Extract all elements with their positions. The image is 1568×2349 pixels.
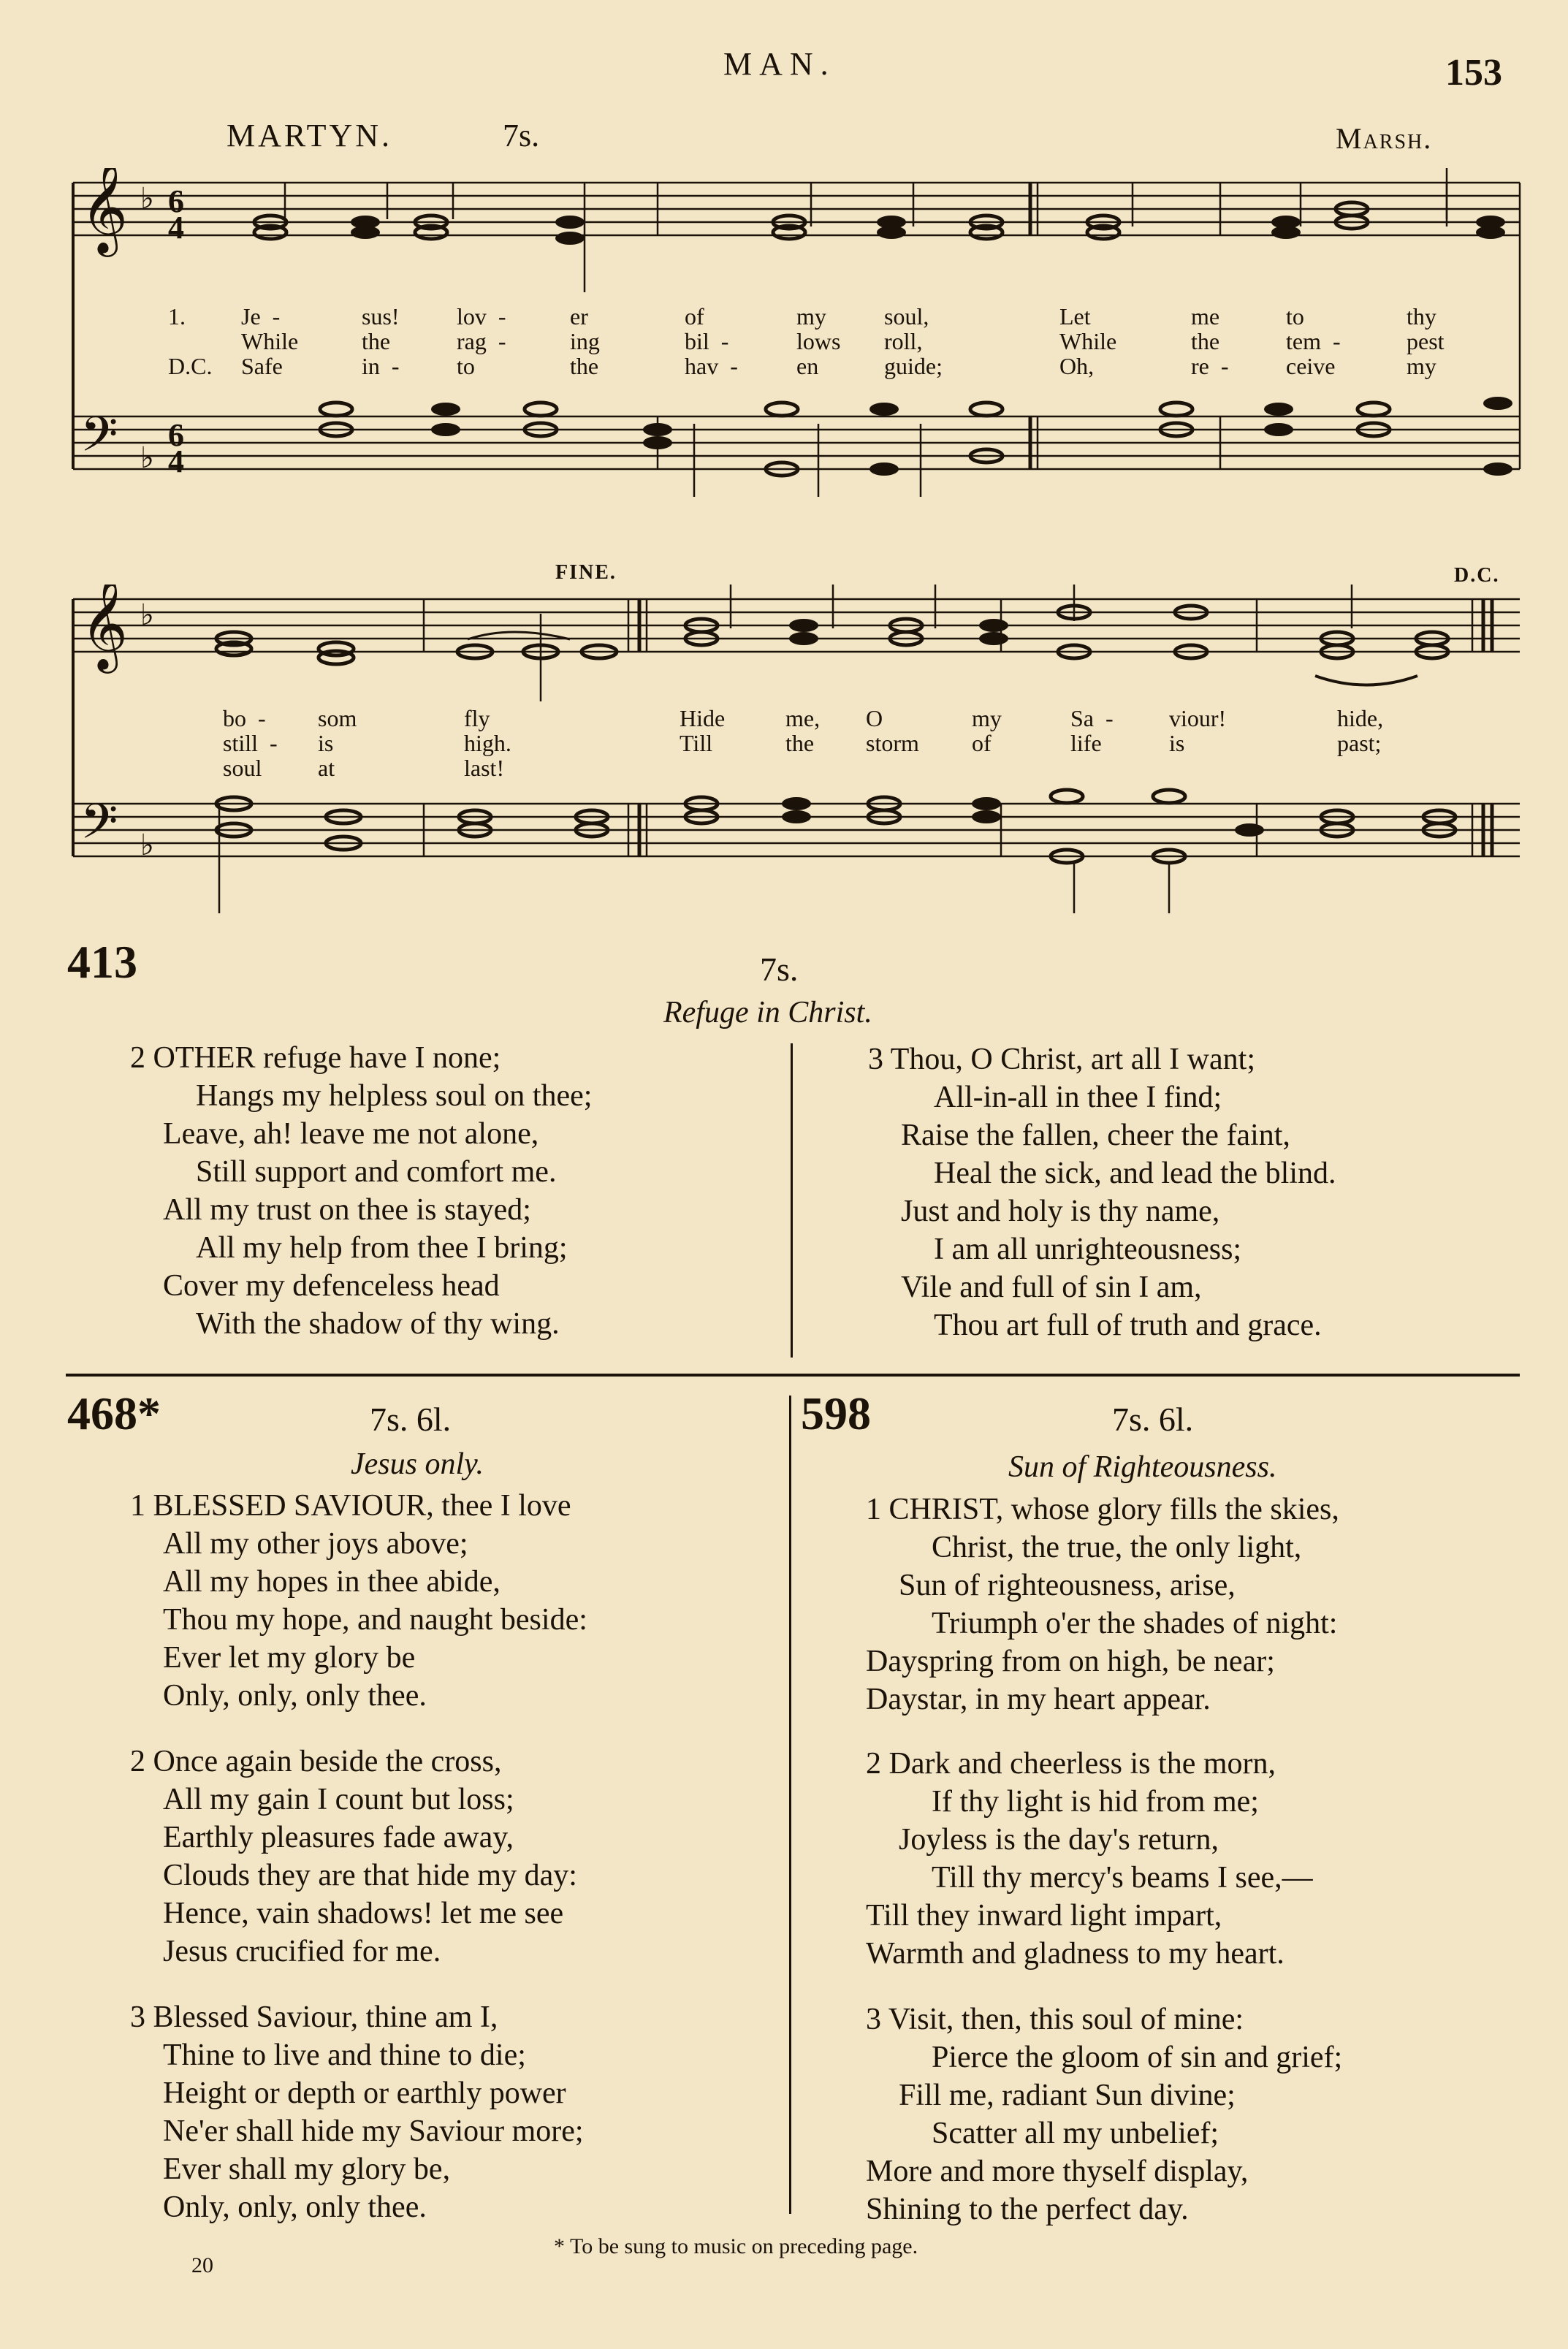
svg-text:♭: ♭: [140, 598, 154, 631]
verse-line: With the shadow of thy wing.: [196, 1307, 560, 1341]
svg-text:𝄢: 𝄢: [80, 796, 118, 861]
verse-line: Fill me, radiant Sun divine;: [899, 2079, 1236, 2112]
lyric-col: me the re -: [1191, 303, 1229, 379]
verse-line: Thine to live and thine to die;: [163, 2038, 526, 2072]
verse-line: Scatter all my unbelief;: [932, 2117, 1219, 2150]
lyric-col: fly high. last!: [464, 705, 511, 781]
verse-line: 3 Visit, then, this soul of mine:: [866, 2003, 1244, 2036]
composer: Marsh.: [1336, 122, 1433, 155]
lyric-col: to tem - ceive: [1286, 303, 1341, 379]
svg-text:♭: ♭: [140, 182, 154, 215]
hymn-title: Sun of Righteousness.: [1008, 1450, 1277, 1484]
lyric-col: my of: [972, 705, 1002, 756]
verse-line: Thou art full of truth and grace.: [934, 1309, 1322, 1342]
verse-line: All my other joys above;: [163, 1527, 468, 1561]
hymn-meter: 7s. 6l.: [370, 1401, 452, 1438]
verse-line: Sun of righteousness, arise,: [899, 1569, 1236, 1602]
lyric-col: sus! the in -: [362, 303, 400, 379]
verse-line: Ever let my glory be: [163, 1641, 416, 1675]
verse-block: [866, 1745, 1313, 1973]
verse-line: Warmth and gladness to my heart.: [866, 1937, 1285, 1971]
lyric-col: som is at: [318, 705, 357, 781]
lyric-col: hide, past;: [1337, 705, 1384, 756]
svg-text:6: 6: [168, 417, 184, 453]
svg-text:4: 4: [168, 443, 184, 479]
hymn-meter: 7s. 6l.: [1112, 1401, 1194, 1438]
verse-line: Ever shall my glory be,: [163, 2152, 451, 2186]
verse-line: Height or depth or earthly power: [163, 2076, 566, 2110]
music-system-2: [58, 585, 1534, 913]
music-system-1: [58, 168, 1534, 497]
hymn-number: 598: [801, 1387, 871, 1439]
lyric-col: er ing the: [570, 303, 600, 379]
verse-line: All my help from thee I bring;: [196, 1231, 568, 1265]
verse-line: Joyless is the day's return,: [899, 1823, 1219, 1857]
verse-line: Clouds they are that hide my day:: [163, 1859, 577, 1892]
verse-line: Thou my hope, and naught beside:: [163, 1603, 587, 1637]
verse-line: 1 CHRIST, whose glory fills the skies,: [866, 1493, 1339, 1526]
hymn-number: 413: [67, 936, 137, 988]
verse-line: 1 BLESSED SAVIOUR, thee I love: [130, 1489, 571, 1523]
svg-text:𝄞: 𝄞: [80, 168, 129, 251]
verse-line: 3 Blessed Saviour, thine am I,: [130, 2000, 498, 2034]
verse-line: Daystar, in my heart appear.: [866, 1683, 1211, 1716]
column-rule: [791, 1043, 793, 1358]
verse-block: [866, 1491, 1339, 1718]
verse-line: Pierce the gloom of sin and grief;: [932, 2041, 1343, 2074]
verse-line: Ne'er shall hide my Saviour more;: [163, 2114, 584, 2148]
svg-text:♭: ♭: [140, 441, 154, 474]
verse-line: Vile and full of sin I am,: [901, 1271, 1202, 1304]
verse-line: 2 OTHER refuge have I none;: [130, 1041, 501, 1075]
lyric-col: of bil - hav -: [685, 303, 738, 379]
verse-block: [130, 1039, 592, 1343]
lyric-col: Sa - life: [1070, 705, 1114, 756]
verse-line: All my gain I count but loss;: [163, 1783, 514, 1816]
tune-meter: 7s.: [503, 118, 540, 153]
verse-block: [130, 1487, 587, 1715]
lyric-col: Je - While Safe: [241, 303, 299, 379]
signature-mark: 20: [191, 2253, 213, 2277]
verse-line: Leave, ah! leave me not alone,: [163, 1117, 539, 1151]
verse-line: I am all unrighteousness;: [934, 1233, 1242, 1266]
section-rule: [66, 1374, 1520, 1377]
verse-line: Only, only, only thee.: [163, 2190, 427, 2224]
lyric-col: viour! is: [1169, 705, 1227, 756]
verse-line: All my trust on thee is stayed;: [163, 1193, 531, 1227]
lyric-col: Let While Oh,: [1059, 303, 1117, 379]
hymn-title: Refuge in Christ.: [663, 996, 872, 1029]
verse-line: Hence, vain shadows! let me see: [163, 1897, 564, 1930]
svg-text:𝄞: 𝄞: [80, 585, 129, 668]
verse-line: Triumph o'er the shades of night:: [932, 1607, 1338, 1640]
verse-line: More and more thyself display,: [866, 2155, 1249, 2188]
page-number: 153: [1445, 52, 1502, 94]
fine-mark: FINE.: [555, 561, 617, 584]
lyric-col: Hide Till: [680, 705, 726, 756]
verse-line: 2 Once again beside the cross,: [130, 1745, 502, 1778]
verse-line: Christ, the true, the only light,: [932, 1531, 1302, 1564]
verse-line: Only, only, only thee.: [163, 1679, 427, 1713]
verse-line: Raise the fallen, cheer the faint,: [901, 1119, 1290, 1152]
svg-text:4: 4: [168, 210, 184, 245]
lyric-col: O storm: [866, 705, 919, 756]
running-head: MAN.: [723, 46, 836, 82]
verse-block: [866, 2000, 1342, 2228]
lyric-col: thy pest my: [1407, 303, 1445, 379]
verse-line: Shining to the perfect day.: [866, 2193, 1189, 2226]
hymn-title: Jesus only.: [351, 1447, 484, 1481]
verse-line: Till thy mercy's beams I see,—: [932, 1861, 1313, 1895]
verse-line: 2 Dark and cheerless is the morn,: [866, 1747, 1276, 1781]
hymn-number: 468*: [67, 1387, 161, 1439]
column-rule: [789, 1396, 791, 2214]
verse-block: [130, 1998, 584, 2226]
verse-line: If thy light is hid from me;: [932, 1785, 1259, 1819]
verse-line: All my hopes in thee abide,: [163, 1565, 501, 1599]
tune-name: MARTYN.: [227, 118, 393, 153]
lyric-col: soul, roll, guide;: [884, 303, 943, 379]
verse-line: Cover my defenceless head: [163, 1269, 500, 1303]
lyric-col: my lows en: [796, 303, 841, 379]
hymn-meter: 7s.: [760, 951, 799, 988]
footnote: * To be sung to music on preceding page.: [554, 2234, 918, 2258]
verse-line: Heal the sick, and lead the blind.: [934, 1157, 1336, 1190]
lyric-verse-numbers: 1. D.C.: [168, 303, 213, 379]
svg-text:𝄢: 𝄢: [80, 409, 118, 473]
verse-line: All-in-all in thee I find;: [934, 1081, 1222, 1114]
verse-line: Till they inward light impart,: [866, 1899, 1222, 1933]
verse-line: Earthly pleasures fade away,: [163, 1821, 514, 1854]
verse-line: Jesus crucified for me.: [163, 1935, 441, 1968]
svg-text:6: 6: [168, 183, 184, 219]
svg-text:♭: ♭: [140, 829, 154, 861]
lyric-col: me, the: [785, 705, 821, 756]
verse-line: Just and holy is thy name,: [901, 1195, 1220, 1228]
verse-line: Still support and comfort me.: [196, 1155, 557, 1189]
verse-block: [868, 1040, 1336, 1344]
lyric-col: bo - still - soul: [223, 705, 278, 781]
verse-line: Hangs my helpless soul on thee;: [196, 1079, 593, 1113]
verse-block: [130, 1743, 577, 1971]
dc-mark: D.C.: [1454, 564, 1500, 587]
lyric-col: lov - rag - to: [457, 303, 506, 379]
verse-line: Dayspring from on high, be near;: [866, 1645, 1275, 1678]
verse-line: 3 Thou, O Christ, art all I want;: [868, 1043, 1255, 1076]
